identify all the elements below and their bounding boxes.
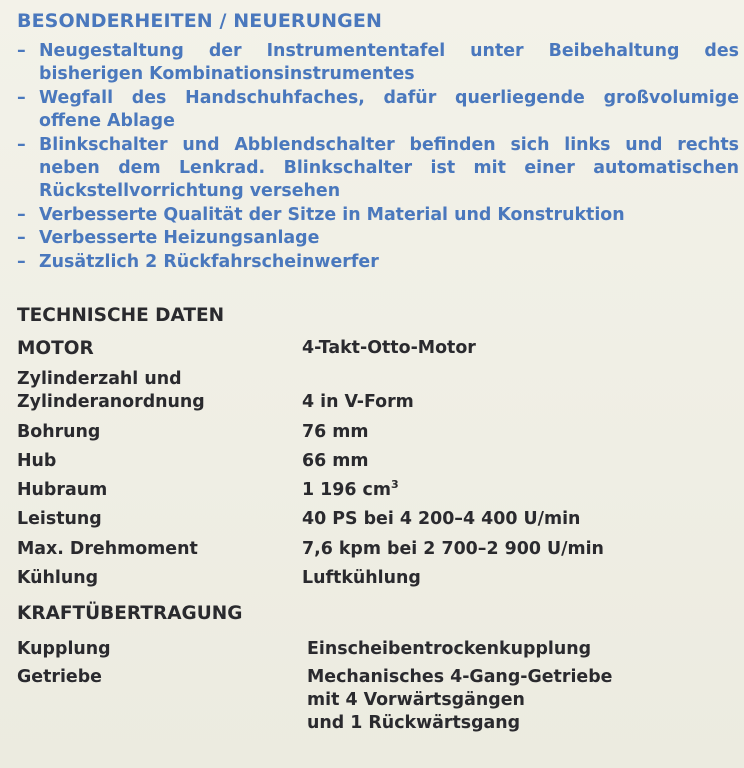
spec-value: Einscheibentrockenkupplung	[307, 639, 592, 659]
spec-label: Kühlung	[17, 568, 99, 588]
spec-label	[17, 368, 297, 414]
spec-label: Hub	[17, 451, 57, 471]
list-dash: –	[17, 251, 26, 272]
spec-label-line: Zylinderanordnung	[17, 392, 205, 412]
spec-value: 40 PS bei 4 200–4 400 U/min	[302, 509, 581, 529]
spec-label: Hubraum	[17, 480, 108, 500]
feature-text-line: Wegfall des Handschuhfaches, dafür querliegende großvolumige	[39, 87, 739, 108]
spec-value-line: mit 4 Vorwärtsgängen	[307, 690, 525, 710]
feature-text-line: Blinkschalter und Abblendschalter befinden sich links und rechts	[39, 134, 739, 155]
spec-value: 7,6 kpm bei 2 700–2 900 U/min	[302, 539, 604, 559]
spec-value	[307, 666, 737, 735]
table-row	[17, 368, 737, 414]
feature-text-line: bisherigen Kombinationsinstrumentes	[39, 64, 415, 85]
features-list	[17, 40, 739, 274]
feature-text-line: offene Ablage	[39, 111, 175, 132]
feature-text-line: Neugestaltung der Instrumententafel unter Beibehaltung des	[39, 41, 739, 61]
list-item	[17, 134, 739, 204]
spec-label: Bohrung	[17, 422, 101, 442]
list-item	[17, 204, 739, 227]
spec-value	[302, 479, 732, 502]
motor-heading: MOTOR	[17, 338, 94, 359]
spec-value-line: Mechanisches 4-Gang-Getriebe	[307, 667, 613, 687]
feature-text-line: Verbesserte Qualität der Sitze in Material und Konstruktion	[39, 204, 625, 225]
feature-text-line: Verbesserte Heizungsanlage	[39, 228, 320, 249]
list-item	[17, 227, 739, 250]
spec-label-line: Zylinderzahl und	[17, 369, 182, 389]
spec-value-line: und 1 Rückwärtsgang	[307, 713, 521, 733]
features-heading: BESONDERHEITEN / NEUERUNGEN	[17, 10, 382, 32]
spec-label: Max. Drehmoment	[17, 539, 198, 559]
spec-label: Kupplung	[17, 639, 111, 659]
list-item	[17, 87, 739, 134]
list-dash: –	[17, 87, 26, 108]
feature-text-line: Zusätzlich 2 Rückfahrscheinwerfer	[39, 251, 379, 272]
spec-value: Luftkühlung	[302, 568, 421, 588]
transmission-heading: KRAFTÜBERTRAGUNG	[17, 603, 243, 624]
list-item	[17, 40, 739, 87]
specs-heading: TECHNISCHE DATEN	[17, 305, 225, 326]
list-dash: –	[17, 204, 26, 225]
list-dash: –	[17, 134, 26, 155]
spec-value-superscript: 3	[390, 478, 399, 492]
feature-text-line: Rückstellvorrichtung versehen	[39, 181, 341, 202]
list-dash: –	[17, 41, 26, 61]
feature-text-line: neben dem Lenkrad. Blinkschalter ist mit einer automatischen	[39, 158, 739, 179]
spec-value-text: 1 196 cm	[302, 480, 391, 500]
list-item	[17, 251, 739, 274]
spec-label: Leistung	[17, 509, 102, 529]
spec-label: Getriebe	[17, 667, 102, 687]
spec-value: 76 mm	[302, 422, 369, 442]
table-row	[17, 666, 737, 738]
spec-value: 66 mm	[302, 451, 369, 471]
motor-type-value: 4-Takt-Otto-Motor	[302, 338, 476, 358]
list-dash: –	[17, 228, 26, 249]
spec-value: 4 in V-Form	[302, 392, 414, 412]
